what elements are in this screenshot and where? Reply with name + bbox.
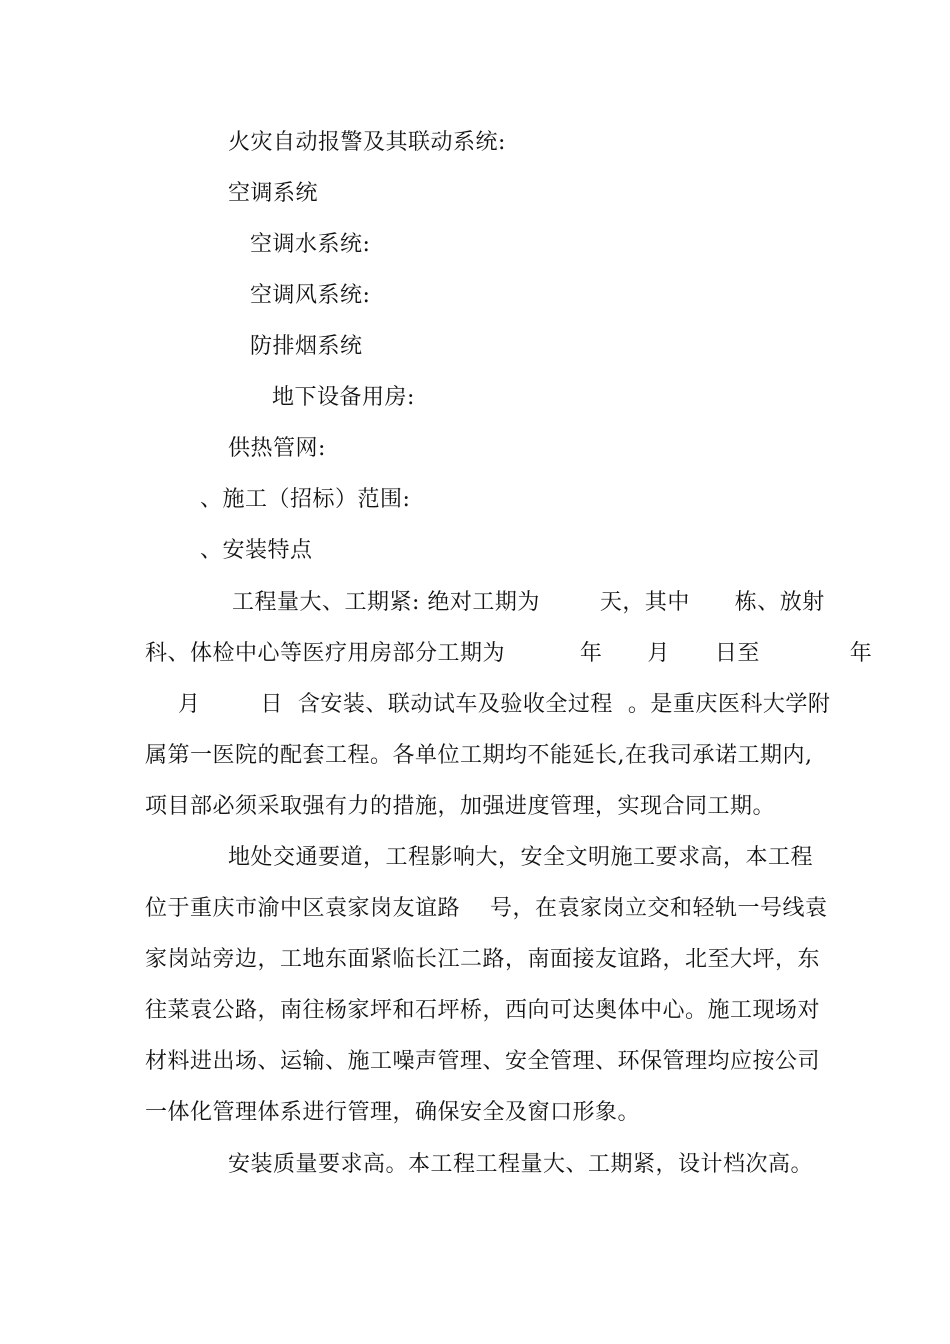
heading-hvac-air: 空调风系统:	[250, 283, 371, 308]
paragraph-line: 材料进出场、运输、施工噪声管理、安全管理、环保管理均应按公司	[145, 1049, 821, 1074]
paragraph-line: 位于重庆市渝中区袁家岗友谊路 号，在袁家岗立交和轻轨一号线袁	[145, 896, 828, 921]
paragraph-line: 安装质量要求高。本工程工程量大、工期紧，设计档次高。	[228, 1152, 814, 1177]
heading-hvac-water: 空调水系统:	[250, 232, 371, 257]
heading-scope: 、施工（招标）范围:	[200, 487, 411, 512]
heading-fire-alarm: 火灾自动报警及其联动系统:	[228, 130, 506, 155]
paragraph-line: 属第一医院的配套工程。各单位工期均不能延长,在我司承诺工期内,	[145, 743, 813, 768]
paragraph-line: 家岗站旁边，工地东面紧临长江二路，南面接友谊路，北至大坪，东	[145, 947, 821, 972]
heading-basement-rooms: 地下设备用房:	[272, 385, 415, 410]
paragraph-line: 工程量大、工期紧: 绝对工期为 天，其中 栋、放射	[232, 590, 825, 615]
heading-hvac: 空调系统	[228, 181, 319, 206]
heading-smoke-control: 防排烟系统	[250, 334, 363, 359]
paragraph-line: 月 日 含安装、联动试车及验收全过程 。是重庆医科大学附	[178, 692, 831, 717]
paragraph-line: 往菜袁公路，南往杨家坪和石坪桥，西向可达奥体中心。施工现场对	[145, 998, 821, 1023]
heading-heating-network: 供热管网:	[228, 436, 326, 461]
paragraph-line: 一体化管理体系进行管理，确保安全及窗口形象。	[145, 1100, 641, 1125]
heading-install-features: 、安装特点	[200, 538, 313, 563]
paragraph-line: 科、体检中心等医疗用房部分工期为 年 月 日至 年	[145, 641, 873, 666]
paragraph-line: 地处交通要道，工程影响大，安全文明施工要求高，本工程	[228, 845, 814, 870]
paragraph-line: 项目部必须采取强有力的措施，加强进度管理，实现合同工期。	[145, 794, 776, 819]
